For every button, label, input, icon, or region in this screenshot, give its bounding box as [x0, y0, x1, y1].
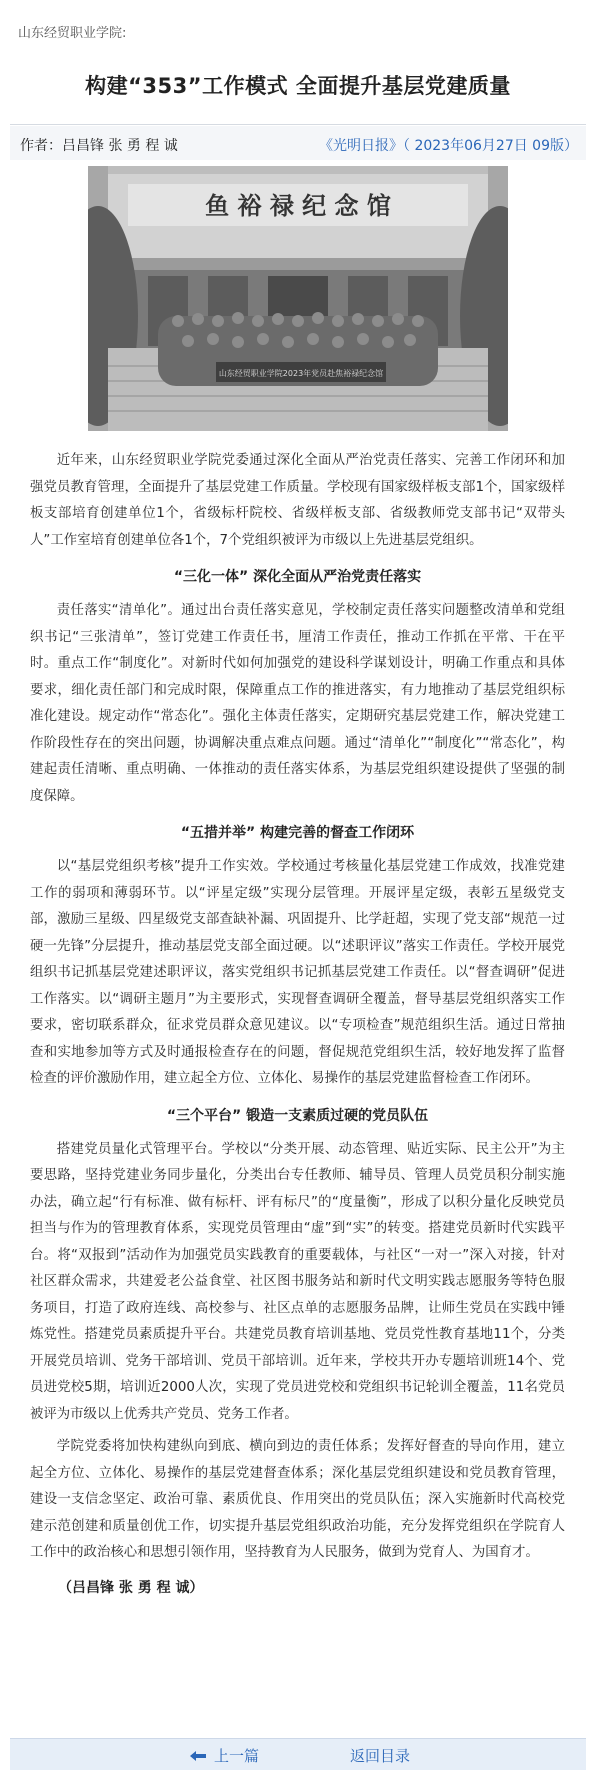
article-title: 构建“353”工作模式 全面提升基层党建质量 [85, 74, 511, 98]
section-heading-1: “三化一体” 深化全面从严治党责任落实 [173, 569, 422, 585]
source-link[interactable]: 《光明日报》（ 2023年06月27日 09版） [319, 138, 578, 154]
section-heading-2: “五措并举” 构建完善的督查工作闭环 [180, 825, 415, 841]
back-to-toc-link[interactable]: 返回目录 [350, 1747, 411, 1765]
section-2-paragraph: 以“基层党组织考核”提升工作实效。学校通过考核量化基层党建工作成效，找准党建工作的弱项和薄弱环节。以“评星定级”实现分层管理。开展评星定级，表彰五星级党支部，激励三星级、四星级党支部查缺补漏、巩固提升、比学赶超，实现了党支部“规范一过硬一先锋”分层提升，推动基层党支部全面过硬。以“述职评议”落实工作责任。学校开展党组织书记抓基层党建述职评议，落实党组织书记抓基层党建工作责任。以“督查调研”促进工作落实。以“调研主题月”为主要形式，实现督查调研全覆盖，督导基层党组织落实工作要求，密切联系群众，征求党员群众意见建议。以“专项检查”规范组织生活。通过日常抽查和实地参加等方式及时通报检查存在的问题，督促规范党组织生活，较好地发挥了监督检查的评价激励作用，建立起全方位、立体化、易操作的基层党建监督检查工作闭环。 [30, 859, 565, 1086]
banner-text: 山东经贸职业学院2023年党员赴焦裕禄纪念馆 [218, 369, 384, 378]
previous-arrow-icon [190, 1750, 206, 1762]
byline-bar [10, 126, 586, 160]
article-body [30, 448, 565, 1601]
prev-article-label: 上一篇 [214, 1747, 260, 1765]
intro-paragraph: 近年来，山东经贸职业学院党委通过深化全面从严治党责任落实、完善工作闭环和加强党员教育管理，全面提升了基层党建工作质量。学校现有国家级样板支部1个，国家级样板支部培育创建单位1个，省级标杆院校、省级样板支部、省级教师党支部书记“双带头人”工作室培育创建单位各1个，7个党组织被评为市级以上先进基层党组织。 [30, 453, 565, 548]
section-3-paragraph-2: 学院党委将加快构建纵向到底、横向到边的责任体系；发挥好督查的导向作用，建立起全方位、立体化、易操作的基层党建督查体系；深化基层党组织建设和党员教育管理，建设一支信念坚定、政治可靠、素质优良、作用突出的党员队伍；深入实施新时代高校党建示范创建和质量创优工作，切实提升基层党组织政治功能，充分发挥党组织在学院育人工作中的政治核心和思想引领作用，坚持教育为人民服务，做到为党育人、为国育才。 [30, 1439, 565, 1560]
author-byline: 作者：吕昌锋 张 勇 程 诚 [20, 138, 178, 154]
section-heading-3: “三个平台” 锻造一支素质过硬的党员队伍 [166, 1107, 429, 1124]
memorial-hall-photo [88, 166, 508, 431]
building-sign-text: 鱼 裕 禄 纪 念 馆 [205, 191, 391, 220]
prev-article-link[interactable] [190, 1745, 259, 1766]
department-label: 山东经贸职业学院: [18, 26, 127, 41]
section-1-paragraph: 责任落实“清单化”。通过出台责任落实意见，学校制定责任落实问题整改清单和党组织书记“三张清单”，签订党建工作责任书，厘清工作责任，推动工作抓在平常、干在平时。重点工作“制度化”。对新时代如何加强党的建设科学谋划设计，明确工作重点和具体要求，细化责任部门和完成时限，保障重点工作的推进落实，有力地推动了基层党组织标准化建设。规定动作“常态化”。强化主体责任落实，定期研究基层党建工作，解决党建工作阶段性存在的突出问题，协调解决重点难点问题。通过“清单化”“制度化”“常态化”，构建起责任清晰、重点明确、一体推动的责任落实体系，为基层党组织建设提供了坚强的制度保障。 [30, 603, 565, 804]
section-3-paragraph-1: 搭建党员量化式管理平台。学校以“分类开展、动态管理、贴近实际、民主公开”为主要思路，坚持党建业务同步量化，分类出台专任教师、辅导员、管理人员党员积分制实施办法，确立起“行有标准、做有标杆、评有标尺”的“度量衡”，形成了以积分量化反映党员担当与作为的管理教育体系，实现党员管理由“虚”到“实”的转变。搭建党员新时代实践平台。将“双报到”活动作为加强党员实践教育的重要载体，与社区“一对一”深入对接，针对社区群众需求，共建爱老公益食堂、社区图书服务站和新时代文明实践志愿服务等特色服务项目，打造了政府连线、高校参与、社区点单的志愿服务品牌，让师生党员在实践中锤炼党性。搭建党员素质提升平台。共建党员教育培训基地、党员党性教育基地11个，分类开展党员培训、党务干部培训、党员干部培训。近年来，学校共开办专题培训班14个、党员进党校5期，培训近2000人次，实现了党员进党校和党组织书记轮训全覆盖，11名党员被评为市级以上优秀共产党员、党务工作者。 [30, 1141, 565, 1422]
title-divider [10, 124, 586, 125]
article-nav [10, 1738, 586, 1770]
article-signature: （吕昌锋 张 勇 程 诚） [58, 1579, 204, 1596]
article-photo [88, 166, 508, 431]
